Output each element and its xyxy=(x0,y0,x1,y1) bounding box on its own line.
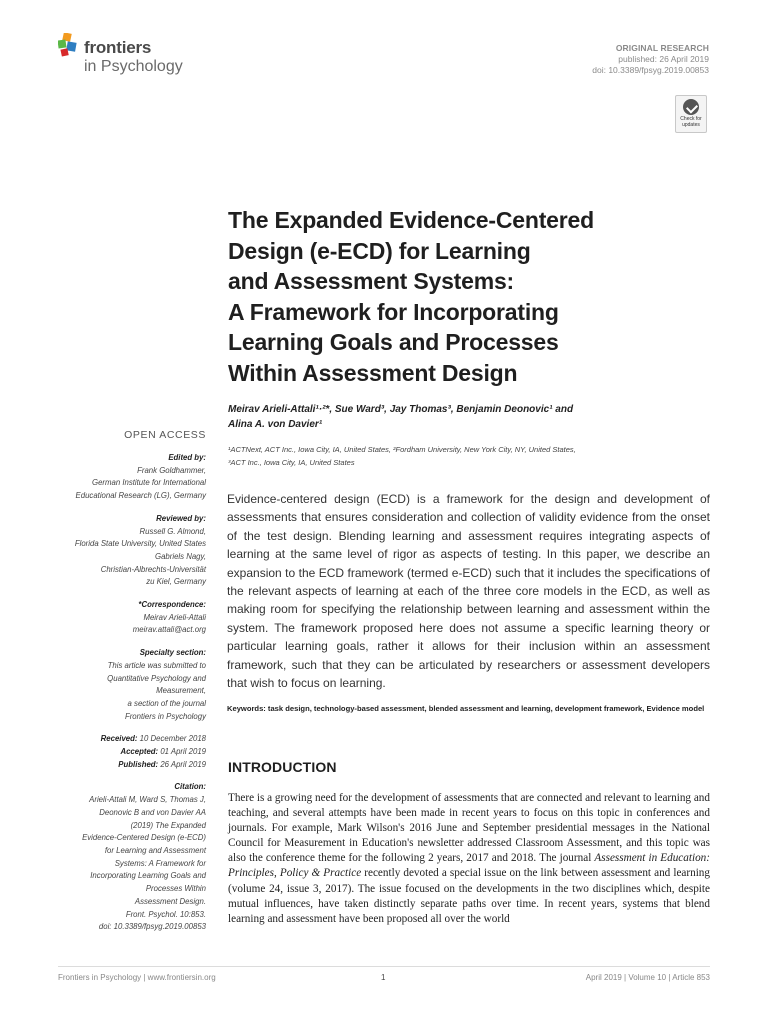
journal-name-italic: Assessment in Education: Principles, Policy & Practice xyxy=(228,852,710,880)
introduction-heading: INTRODUCTION xyxy=(228,759,337,775)
check-updates-icon xyxy=(683,99,699,115)
published-date: published: 26 April 2019 xyxy=(618,54,709,64)
reviewer-line: Christian-Albrechts-Universität xyxy=(100,564,206,574)
citation-line: (2019) The Expanded xyxy=(130,820,206,830)
introduction-text: There is a growing need for the development of assessments that are connected and relevant to learning and teaching, and several attempts have been made in recent years to focus on this topic in conferences and journals. For example, Mark Wilson's 2016 June and September presidential messages in the National Council for Measurement in Education's newsletter addressed Classroom Assessment, and this topic was also the conference theme for the following 2 years, 2017 and 2018. The journal Assessment in Education: Principles, Policy & Practice recently devoted a special issue on the link between assessment and learning (volume 24, issue 3, 2017). The issue focused on the developments in the two disciplines which, despite mutual influences, have taken distinctly separate paths over time. In recent years, systems that blend learning and assessment have been proposed all over the world xyxy=(228,792,710,925)
citation-doi[interactable]: doi: 10.3389/fpsyg.2019.00853 xyxy=(98,922,206,932)
title-line: A Framework for Incorporating xyxy=(228,298,559,325)
open-access-label: OPEN ACCESS xyxy=(124,429,206,441)
affiliation-line: ¹ACTNext, ACT Inc., Iowa City, IA, United States, ²Fordham University, New York City, NY, United States, xyxy=(228,445,576,454)
specialty-line: a section of the journal xyxy=(127,698,206,708)
reviewer-line: Gabriels Nagy, xyxy=(155,551,206,561)
editor-line: German Institute for International xyxy=(92,478,206,488)
citation-line: Incorporating Learning Goals and xyxy=(90,871,206,881)
specialty-line: This article was submitted to xyxy=(107,660,206,670)
reviewed-by-heading: Reviewed by: xyxy=(156,513,206,523)
authors-line: Alina A. von Davier¹ xyxy=(228,419,323,430)
abstract: Evidence-centered design (ECD) is a framework for the design and development of assessments that ensures consideration and collection of validity evidence from the onset of the test design. Blending learning and assessment requires integrating aspects of learning at the same level of rigor as aspects of testing. In this paper, we describe an expansion to the ECD framework (termed e-ECD) such that it includes the specifications of the relevant aspects of learning at each of the three core models in the ECD, as well as making room for specifying the relationship between learning and assessment within the system. The framework proposed here does not assume a specific learning theory or particular learning goals, rather it allows for their inclusion within an assessment framework, such that they can be articulated by researchers or assessment developers that wish to focus on learning. xyxy=(227,492,710,691)
journal-name: in Psychology xyxy=(84,58,183,75)
citation-line: Deonovic B and von Davier AA xyxy=(99,807,206,817)
reviewer-line: Florida State University, United States xyxy=(74,539,206,549)
title-line: Within Assessment Design xyxy=(228,359,518,386)
footer-journal[interactable]: Frontiers in Psychology | www.frontiersin.org xyxy=(58,973,216,982)
published-date-sidebar: Published: 26 April 2019 xyxy=(118,759,206,769)
article-meta xyxy=(592,43,709,76)
accepted-date: Accepted: 01 April 2019 xyxy=(120,747,206,757)
footer-divider xyxy=(58,966,710,967)
footer-issue-info: April 2019 | Volume 10 | Article 853 xyxy=(585,973,710,982)
keywords: Keywords: task design, technology-based assessment, blended assessment and learning, development framework, Evidence model xyxy=(227,704,705,713)
journal-logo xyxy=(58,33,218,83)
article-sidebar xyxy=(40,428,206,934)
reviewer-line: Russell G. Almond, xyxy=(139,526,206,536)
article-title xyxy=(228,205,688,388)
affiliations xyxy=(228,444,708,469)
journal-brand: frontiers xyxy=(84,38,152,57)
frontiers-logo-icon xyxy=(58,33,80,59)
check-for-updates-badge[interactable] xyxy=(675,95,707,133)
citation-line: Systems: A Framework for xyxy=(114,858,206,868)
title-line: Learning Goals and Processes xyxy=(228,329,559,355)
citation-line: Processes Within xyxy=(145,884,206,894)
correspondence-email[interactable]: meirav.attali@act.org xyxy=(132,625,206,635)
editor-line: Educational Research (LG), Germany xyxy=(75,491,206,501)
title-line: Design (e-ECD) for Learning xyxy=(228,237,531,264)
specialty-line: Measurement, xyxy=(156,686,206,696)
specialty-heading: Specialty section: xyxy=(139,648,206,658)
received-date: Received: 10 December 2018 xyxy=(100,734,206,744)
citation-line: Assessment Design. xyxy=(134,896,206,906)
page-number: 1 xyxy=(381,973,386,982)
correspondence-name: Meirav Arieli-Attali xyxy=(143,612,206,622)
citation-line: Front. Psychol. 10:853. xyxy=(125,909,206,919)
reviewer-line: zu Kiel, Germany xyxy=(146,577,206,587)
specialty-line: Frontiers in Psychology xyxy=(124,711,206,721)
editor-line: Frank Goldhammer, xyxy=(137,465,206,475)
citation-line: Evidence-Centered Design (e-ECD) xyxy=(82,833,206,843)
citation-heading: Citation: xyxy=(174,782,206,792)
author-list xyxy=(228,402,648,432)
correspondence-heading: *Correspondence: xyxy=(138,600,206,610)
affiliation-line: ³ACT Inc., Iowa City, IA, United States xyxy=(228,457,355,467)
title-line: The Expanded Evidence-Centered xyxy=(228,207,594,233)
edited-by-heading: Edited by: xyxy=(168,453,206,462)
citation-line: Arieli-Attali M, Ward S, Thomas J, xyxy=(89,795,206,805)
article-type: ORIGINAL RESEARCH xyxy=(615,43,709,53)
citation-line: for Learning and Assessment xyxy=(104,845,206,855)
title-line: and Assessment Systems: xyxy=(228,268,515,294)
doi-link[interactable]: doi: 10.3389/fpsyg.2019.00853 xyxy=(592,65,709,75)
authors-line: Meirav Arieli-Attali¹·²*, Sue Ward³, Jay Thomas³, Benjamin Deonovic¹ and xyxy=(228,404,574,415)
badge-text: Check for updates xyxy=(680,116,702,128)
specialty-line: Quantitative Psychology and xyxy=(107,673,206,683)
